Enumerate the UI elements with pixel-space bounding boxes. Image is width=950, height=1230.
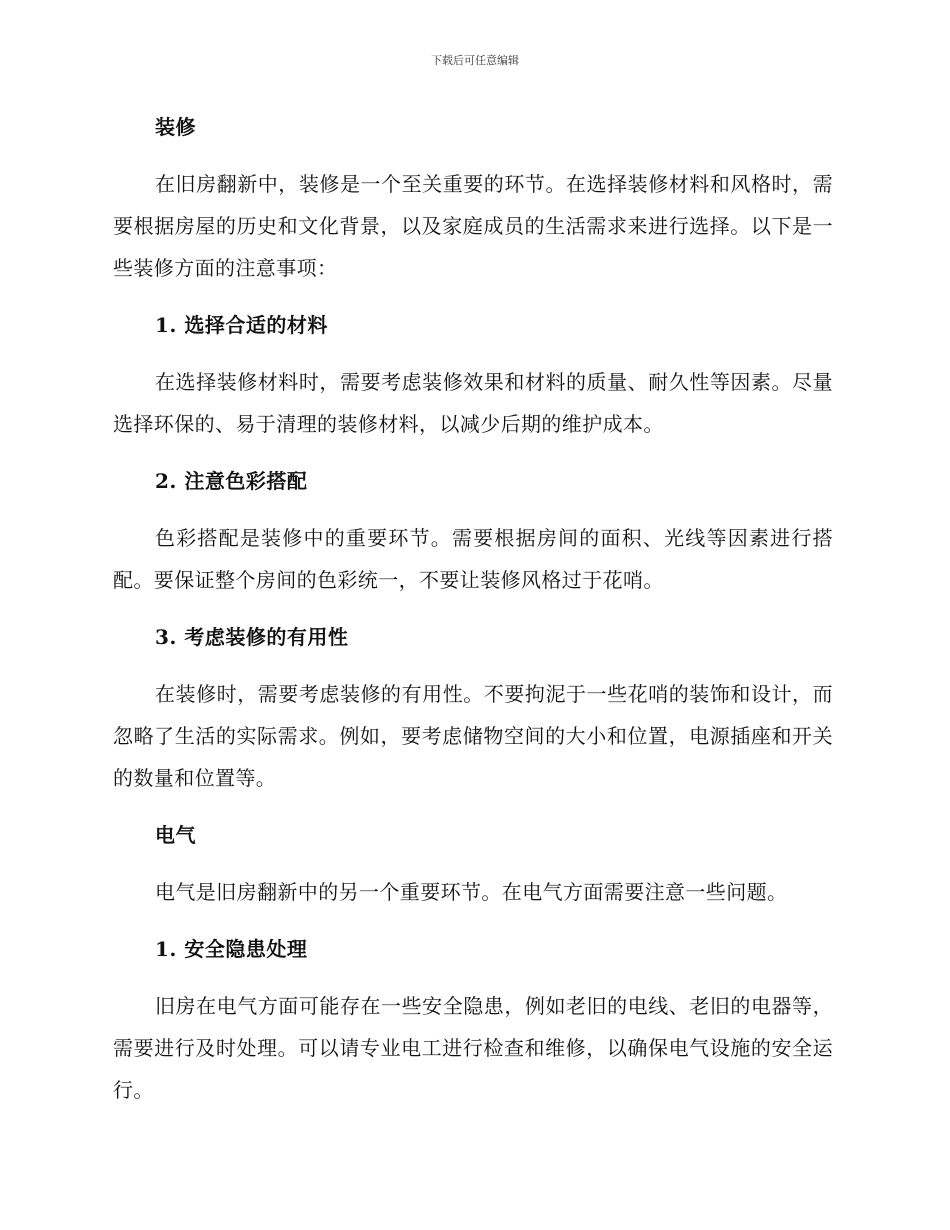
section-title-renovation: 装修 bbox=[155, 115, 196, 139]
item-heading-colors: 2. 注意色彩搭配 bbox=[155, 469, 308, 493]
item-body-colors: 色彩搭配是装修中的重要环节。需要根据房间的面积、光线等因素进行搭配。要保证整个房间的色彩统一，不要让装修风格过于花哨。 bbox=[113, 526, 833, 592]
item-body-safety: 旧房在电气方面可能存在一些安全隐患，例如老旧的电线、老旧的电器等，需要进行及时处理。可以请专业电工进行检查和维修，以确保电气设施的安全运行。 bbox=[113, 994, 833, 1102]
item-body-usefulness: 在装修时，需要考虑装修的有用性。不要拘泥于一些花哨的装饰和设计，而忽略了生活的实际需求。例如，要考虑储物空间的大小和位置，电源插座和开关的数量和位置等。 bbox=[113, 682, 833, 790]
section-intro-electrical: 电气是旧房翻新中的另一个重要环节。在电气方面需要注意一些问题。 bbox=[155, 880, 788, 904]
item-body-materials: 在选择装修材料时，需要考虑装修效果和材料的质量、耐久性等因素。尽量选择环保的、易于清理的装修材料，以减少后期的维护成本。 bbox=[113, 370, 833, 436]
document-body bbox=[113, 108, 833, 1128]
item-heading-safety: 1. 安全隐患处理 bbox=[155, 937, 308, 961]
item-heading-materials: 1. 选择合适的材料 bbox=[155, 313, 328, 337]
section-intro-renovation: 在旧房翻新中，装修是一个至关重要的环节。在选择装修材料和风格时，需要根据房屋的历史和文化背景，以及家庭成员的生活需求来进行选择。以下是一些装修方面的注意事项： bbox=[113, 172, 833, 280]
page-header-note: 下载后可任意编辑 bbox=[431, 54, 519, 67]
item-heading-usefulness: 3. 考虑装修的有用性 bbox=[155, 625, 349, 649]
section-title-electrical: 电气 bbox=[155, 823, 196, 847]
